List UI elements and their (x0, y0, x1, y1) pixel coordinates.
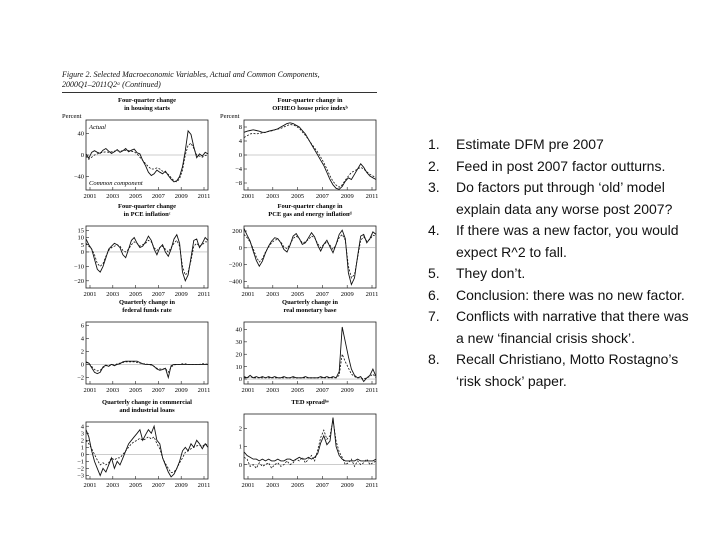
x-tick-label: 2003 (266, 482, 280, 489)
y-tick-label: 5 (80, 241, 84, 249)
x-tick-label: 2011 (365, 291, 379, 298)
x-tick-label: 2001 (241, 291, 255, 298)
y-tick-label: −2 (77, 374, 84, 382)
chart-ted-spread (220, 398, 380, 490)
x-tick-label: 2009 (340, 482, 354, 489)
x-tick-label: 2009 (174, 387, 188, 394)
chart-panel-ofheo-house-price (220, 96, 380, 201)
y-tick-label: 15 (77, 227, 84, 235)
x-tick-label: 2007 (315, 482, 329, 489)
y-tick-label: 3 (80, 430, 84, 438)
x-tick-label: 2005 (129, 193, 143, 200)
note-item (428, 263, 698, 285)
note-number: 1. (428, 136, 440, 152)
figure-title-rule (62, 92, 377, 93)
y-tick-label: −1 (77, 458, 84, 466)
x-tick-label: 2011 (197, 291, 211, 298)
series-line-actual (244, 418, 376, 461)
y-tick-label: 40 (235, 326, 242, 334)
x-tick-label: 2011 (197, 193, 211, 200)
x-tick-label: 2011 (365, 387, 379, 394)
figure-title-line-2: 2000Q1–2011Q2ᵃ (Continued) (62, 80, 161, 89)
y-tick-label: −200 (228, 261, 242, 269)
chart-panel-federal-funds-rate (62, 298, 212, 395)
chart-title-line: real monetary base (283, 307, 337, 314)
note-item (428, 306, 698, 349)
y-tick-label: −20 (73, 277, 84, 285)
x-tick-label: 2005 (291, 193, 305, 200)
y-tick-label: 2 (80, 348, 84, 356)
series-line-common-component (244, 419, 376, 468)
note-item (428, 134, 698, 156)
note-text: If there was a new factor, you would expect R^2 to fall. (456, 222, 679, 260)
y-tick-label: 1 (238, 443, 242, 451)
chart-title-line: Four-quarter change (118, 203, 176, 210)
y-axis-label: Percent (220, 113, 240, 120)
x-tick-label: 2003 (266, 291, 280, 298)
series-line-common-component (244, 125, 376, 188)
series-line-actual (244, 327, 376, 382)
chart-ofheo-house-price (220, 96, 380, 201)
x-tick-label: 2011 (197, 387, 211, 394)
chart-panel-housing-starts (62, 96, 212, 201)
annotation-actual: Actual (89, 124, 106, 131)
y-tick-label: −4 (235, 166, 242, 174)
x-tick-label: 2005 (291, 291, 305, 298)
x-tick-label: 2007 (151, 193, 165, 200)
y-tick-label: 2 (80, 437, 84, 445)
y-tick-label: −40 (73, 173, 84, 181)
x-tick-label: 2011 (365, 482, 379, 489)
x-tick-label: 2005 (291, 387, 305, 394)
chart-title-line: in housing starts (124, 105, 170, 112)
note-item (428, 156, 698, 178)
y-tick-label: 20 (235, 351, 242, 359)
x-tick-label: 2005 (129, 291, 143, 298)
x-tick-label: 2007 (315, 387, 329, 394)
figure-title (62, 70, 382, 90)
chart-panel-ted-spread (220, 398, 380, 490)
chart-title-line: Four-quarter change in (277, 97, 343, 104)
chart-ci-loans (62, 398, 212, 490)
x-tick-label: 2007 (151, 482, 165, 489)
y-tick-label: 200 (232, 228, 242, 236)
x-tick-label: 2003 (106, 482, 120, 489)
series-line-common-component (86, 240, 208, 275)
x-tick-label: 2005 (291, 482, 305, 489)
note-number: 7. (428, 308, 440, 324)
notes-list (428, 134, 698, 392)
x-tick-label: 2007 (151, 291, 165, 298)
x-tick-label: 2009 (340, 291, 354, 298)
x-tick-label: 2003 (106, 291, 120, 298)
x-tick-label: 2009 (340, 193, 354, 200)
x-tick-label: 2001 (83, 291, 97, 298)
y-tick-label: 10 (235, 363, 242, 371)
series-line-actual (86, 426, 208, 477)
y-tick-label: 0 (80, 249, 84, 257)
chart-title-line: TED spreadᵇᵉ (291, 399, 329, 406)
x-tick-label: 2001 (83, 387, 97, 394)
chart-title-line: Quarterly change in (119, 299, 175, 306)
y-tick-label: −3 (77, 472, 84, 480)
chart-title-line: PCE gas and energy inflationᵈ (268, 211, 352, 218)
chart-housing-starts (62, 96, 212, 201)
x-tick-label: 2005 (129, 387, 143, 394)
x-tick-label: 2007 (315, 193, 329, 200)
x-tick-label: 2005 (129, 482, 143, 489)
note-item (428, 220, 698, 263)
chart-panel-ci-loans (62, 398, 212, 490)
y-tick-label: 40 (77, 130, 84, 138)
plot-frame (244, 322, 376, 384)
chart-panel-pce-gas-energy (220, 202, 380, 299)
x-tick-label: 2009 (340, 387, 354, 394)
chart-title-line: Four-quarter change (118, 97, 176, 104)
plot-frame (86, 226, 208, 288)
x-tick-label: 2001 (241, 193, 255, 200)
note-text: Estimate DFM pre 2007 (456, 136, 604, 152)
note-number: 2. (428, 157, 440, 174)
plot-frame (244, 414, 376, 479)
y-tick-label: −400 (228, 278, 242, 286)
chart-panel-real-monetary-base (220, 298, 380, 395)
series-line-actual (86, 361, 208, 377)
chart-title-line: in PCE inflationᶜ (123, 211, 171, 218)
chart-title-line: federal funds rate (122, 307, 172, 314)
y-tick-label: 30 (235, 339, 242, 347)
x-tick-label: 2003 (106, 193, 120, 200)
figure-title-line-1: Figure 2. Selected Macroeconomic Variables, Actual and Common Components, (62, 70, 320, 79)
x-tick-label: 2003 (266, 387, 280, 394)
y-tick-label: 4 (80, 423, 84, 431)
series-line-common-component (86, 362, 208, 373)
note-number: 8. (428, 351, 440, 367)
chart-pce-gas-energy (220, 202, 380, 299)
x-tick-label: 2009 (174, 291, 188, 298)
x-tick-label: 2001 (241, 387, 255, 394)
y-tick-label: 2 (238, 425, 242, 433)
y-tick-label: 1 (80, 444, 84, 452)
y-tick-label: 6 (80, 322, 84, 330)
chart-title-line: Four-quarter change in (277, 203, 343, 210)
series-line-common-component (244, 354, 376, 379)
y-tick-label: 0 (80, 152, 84, 160)
series-line-common-component (244, 234, 376, 278)
note-number: 6. (428, 286, 440, 303)
x-tick-label: 2001 (83, 482, 97, 489)
chart-title-line: Quarterly change in commercial (102, 399, 192, 406)
chart-title-line: OFHEO house price indexᵇ (272, 105, 348, 112)
x-tick-label: 2001 (83, 193, 97, 200)
y-tick-label: −8 (235, 180, 242, 188)
chart-title-line: Quarterly change in (282, 299, 338, 306)
y-tick-label: 10 (77, 234, 84, 242)
x-tick-label: 2011 (365, 193, 379, 200)
note-number: 5. (428, 265, 440, 281)
plot-frame (86, 322, 208, 384)
y-tick-label: −2 (77, 465, 84, 473)
y-tick-label: 4 (80, 335, 84, 343)
note-number: 4. (428, 222, 440, 238)
y-tick-label: 0 (80, 451, 84, 459)
series-line-actual (86, 131, 208, 182)
annotation-common-component: Common component (89, 180, 143, 187)
x-tick-label: 2007 (315, 291, 329, 298)
y-tick-label: 0 (238, 376, 242, 384)
note-text: Conflicts with narrative that there was a new ‘financial crisis shock’. (456, 308, 689, 346)
x-tick-label: 2003 (266, 193, 280, 200)
note-item (428, 177, 698, 220)
y-axis-label: Percent (62, 113, 82, 120)
note-item (428, 349, 698, 392)
x-tick-label: 2011 (197, 482, 211, 489)
y-tick-label: 0 (238, 244, 242, 252)
x-tick-label: 2003 (106, 387, 120, 394)
y-tick-label: −10 (73, 263, 84, 271)
x-tick-label: 2009 (174, 482, 188, 489)
note-number: 3. (428, 179, 440, 195)
series-line-common-component (86, 437, 208, 473)
note-text: Do factors put through ‘old’ model explain data any worse post 2007? (456, 179, 673, 217)
y-tick-label: 4 (238, 138, 242, 146)
chart-federal-funds-rate (62, 298, 212, 395)
y-tick-label: 0 (80, 361, 84, 369)
note-text: Conclusion: there was no new factor. (456, 286, 685, 303)
chart-pce-inflation (62, 202, 212, 299)
note-text: Feed in post 2007 factor outturns. (456, 157, 666, 174)
series-line-actual (86, 235, 208, 281)
chart-title-line: and industrial loans (119, 407, 175, 414)
note-item (428, 285, 698, 307)
x-tick-label: 2001 (241, 482, 255, 489)
x-tick-label: 2009 (174, 193, 188, 200)
y-tick-label: 0 (238, 461, 242, 469)
y-tick-label: 0 (238, 152, 242, 160)
chart-panel-pce-inflation (62, 202, 212, 299)
note-text: They don’t. (456, 265, 526, 281)
y-tick-label: 8 (238, 124, 242, 132)
note-text: Recall Christiano, Motto Rostagno’s ‘risk shock’ paper. (456, 351, 679, 389)
x-tick-label: 2007 (151, 387, 165, 394)
chart-real-monetary-base (220, 298, 380, 395)
